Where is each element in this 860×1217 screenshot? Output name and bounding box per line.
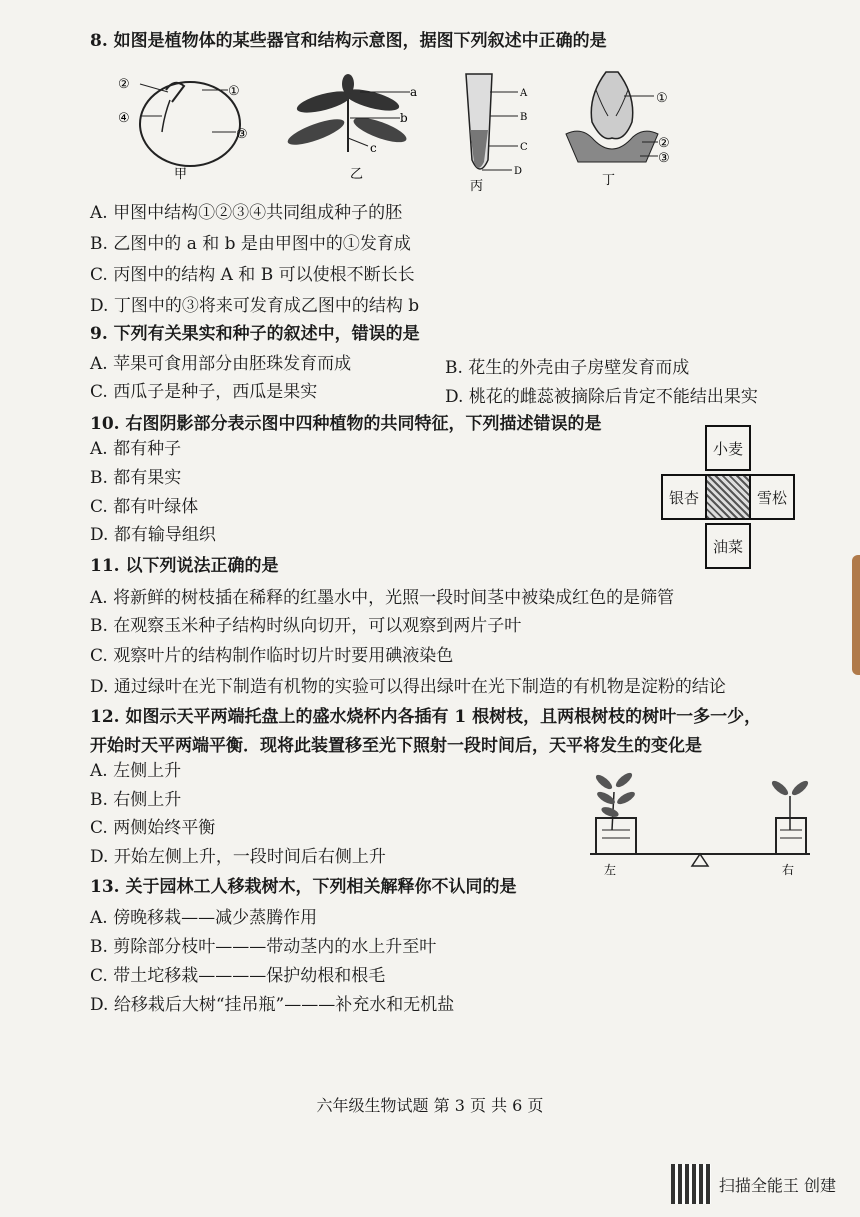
q9-option-a: A. 苹果可食用部分由胚珠发育而成: [90, 354, 352, 374]
q12-stem-line1: 12. 如图示天平两端托盘上的盛水烧杯内各插有 1 根树枝，且两根树枝的树叶一多一少，: [90, 707, 762, 727]
q10-option-d: D. 都有输导组织: [90, 525, 216, 545]
q11-stem: 11. 以下列说法正确的是: [90, 556, 279, 576]
q8-stem: 8. 如图是植物体的某些器官和结构示意图，据图下列叙述中正确的是: [90, 31, 607, 51]
q13-option-d: D. 给移栽后大树“挂吊瓶”———补充水和无机盐: [90, 995, 455, 1015]
q10-stem: 10. 右图阴影部分表示图中四种植物的共同特征，下列描述错误的是: [90, 414, 602, 434]
cell-ginkgo: 银杏: [661, 474, 707, 520]
ding-label: 丁: [602, 173, 616, 188]
yi-marker-b: b: [400, 111, 408, 125]
q13-option-c: C. 带土坨移栽————保护幼根和根毛: [90, 966, 386, 986]
page-footer: 六年级生物试题 第 3 页 共 6 页: [316, 1096, 544, 1115]
q12-stem-line2: 开始时天平两端平衡．现将此装置移至光下照射一段时间后，天平将发生的变化是: [90, 736, 702, 756]
q13-option-a: A. 傍晚移栽——减少蒸腾作用: [90, 908, 318, 928]
q10-option-c: C. 都有叶绿体: [90, 497, 199, 517]
q11-option-c: C. 观察叶片的结构制作临时切片时要用碘液染色: [90, 646, 454, 666]
jia-marker-2: ②: [118, 77, 130, 92]
cell-wheat: 小麦: [705, 425, 751, 471]
q9-stem: 9. 下列有关果实和种子的叙述中，错误的是: [90, 324, 420, 344]
figure-ding-bud: [562, 66, 682, 190]
figure-yi-seedling: [282, 72, 432, 182]
q13-option-b: B. 剪除部分枝叶———带动茎内的水上升至叶: [90, 937, 437, 957]
jia-marker-1: ①: [228, 84, 240, 99]
yi-marker-c: c: [370, 141, 377, 155]
jia-marker-3: ③: [236, 127, 248, 142]
q11-option-d: D. 通过绿叶在光下制造有机物的实验可以得出绿叶在光下制造的有机物是淀粉的结论: [90, 677, 726, 697]
jia-marker-4: ④: [118, 111, 130, 126]
q12-option-d: D. 开始左侧上升，一段时间后右侧上升: [90, 847, 386, 867]
yi-marker-a: a: [410, 85, 418, 99]
q9-option-b: B. 花生的外壳由子房壁发育而成: [445, 358, 690, 378]
q12-option-c: C. 两侧始终平衡: [90, 818, 216, 838]
q12-balance-figure: [590, 768, 810, 878]
scanner-watermark: [671, 1164, 836, 1204]
q9-option-c: C. 西瓜子是种子，西瓜是果实: [90, 382, 318, 402]
ding-marker-3: ③: [658, 151, 670, 166]
q8-option-b: B. 乙图中的 a 和 b 是由甲图中的①发育成: [90, 234, 411, 254]
bing-marker-b: B: [520, 112, 528, 123]
ding-marker-1: ①: [656, 91, 668, 106]
cell-rapeseed: 油菜: [705, 523, 751, 569]
bing-label: 丙: [470, 179, 484, 194]
yi-label: 乙: [350, 167, 364, 182]
page-edge-shadow: [852, 555, 860, 675]
q12-option-b: B. 右侧上升: [90, 790, 182, 810]
figure-bing-root-tip: [458, 70, 538, 194]
q13-stem: 13. 关于园林工人移栽树木，下列相关解释你不认同的是: [90, 877, 517, 897]
cell-cedar: 雪松: [749, 474, 795, 520]
balance-right-label: 右: [782, 863, 795, 877]
q11-option-b: B. 在观察玉米种子结构时纵向切开，可以观察到两片子叶: [90, 616, 522, 636]
q8-option-c: C. 丙图中的结构 A 和 B 可以使根不断长长: [90, 265, 415, 285]
figure-jia-seed: [112, 72, 262, 182]
cell-shared-shaded: [705, 474, 751, 520]
q10-option-a: A. 都有种子: [90, 439, 182, 459]
jia-label: 甲: [174, 167, 188, 182]
scanner-text: 扫描全能王 创建: [718, 1175, 836, 1195]
bing-marker-d: D: [514, 166, 523, 177]
q11-option-a: A. 将新鲜的树枝插在稀释的红墨水中，光照一段时间茎中被染成红色的是筛管: [90, 588, 675, 608]
ding-marker-2: ②: [658, 136, 670, 151]
q10-option-b: B. 都有果实: [90, 468, 182, 488]
bing-marker-a: A: [520, 88, 528, 99]
q12-option-a: A. 左侧上升: [90, 761, 182, 781]
q9-option-d: D. 桃花的雌蕊被摘除后肯定不能结出果实: [445, 387, 758, 407]
qr-code-icon: [671, 1164, 711, 1204]
q8-option-d: D. 丁图中的③将来可发育成乙图中的结构 b: [90, 296, 420, 316]
q8-option-a: A. 甲图中结构①②③④共同组成种子的胚: [90, 203, 403, 223]
balance-left-label: 左: [604, 863, 617, 877]
bing-marker-c: C: [520, 142, 528, 153]
